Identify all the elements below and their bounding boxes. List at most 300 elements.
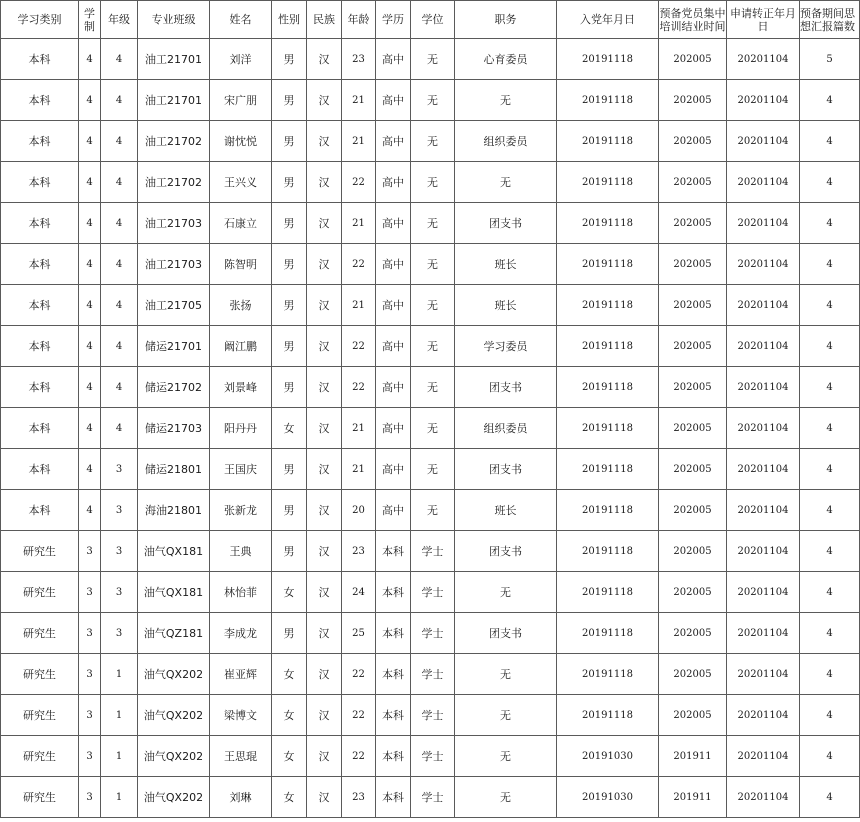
cell-report-count[interactable]: 5 [800,39,860,80]
cell-join-date[interactable]: 20191118 [557,408,659,449]
cell-gender[interactable]: 男 [272,449,307,490]
cell-class[interactable]: 油气QX202 [138,654,210,695]
cell-training-end[interactable]: 202005 [659,121,727,162]
cell-schooling-years[interactable]: 3 [79,736,101,777]
cell-name[interactable]: 李成龙 [210,613,272,654]
cell-education[interactable]: 高中 [376,449,411,490]
cell-age[interactable]: 25 [342,613,376,654]
cell-study-type[interactable]: 本科 [1,449,79,490]
cell-name[interactable]: 阚江鹏 [210,326,272,367]
cell-age[interactable]: 22 [342,244,376,285]
cell-education[interactable]: 高中 [376,490,411,531]
cell-regularization-date[interactable]: 20201104 [727,736,800,777]
cell-age[interactable]: 21 [342,203,376,244]
cell-degree[interactable]: 学士 [411,777,455,818]
cell-gender[interactable]: 男 [272,162,307,203]
cell-class[interactable]: 储运21703 [138,408,210,449]
cell-class[interactable]: 油气QX181 [138,572,210,613]
header-regularization-date[interactable]: 申请转正年月日 [727,1,800,39]
cell-gender[interactable]: 女 [272,408,307,449]
cell-degree[interactable]: 学士 [411,695,455,736]
cell-education[interactable]: 高中 [376,203,411,244]
cell-study-type[interactable]: 研究生 [1,654,79,695]
cell-study-type[interactable]: 研究生 [1,695,79,736]
cell-position[interactable]: 无 [455,654,557,695]
cell-class[interactable]: 油工21703 [138,203,210,244]
cell-grade[interactable]: 3 [101,613,138,654]
cell-position[interactable]: 无 [455,695,557,736]
cell-class[interactable]: 油工21702 [138,121,210,162]
cell-education[interactable]: 高中 [376,39,411,80]
cell-position[interactable]: 团支书 [455,613,557,654]
cell-position[interactable]: 班长 [455,490,557,531]
cell-age[interactable]: 23 [342,777,376,818]
cell-degree[interactable]: 无 [411,367,455,408]
cell-class[interactable]: 储运21701 [138,326,210,367]
cell-age[interactable]: 22 [342,736,376,777]
cell-regularization-date[interactable]: 20201104 [727,408,800,449]
cell-gender[interactable]: 男 [272,490,307,531]
cell-study-type[interactable]: 本科 [1,162,79,203]
cell-study-type[interactable]: 本科 [1,39,79,80]
cell-join-date[interactable]: 20191118 [557,449,659,490]
cell-class[interactable]: 油工21703 [138,244,210,285]
cell-class[interactable]: 油气QZ181 [138,613,210,654]
cell-class[interactable]: 海油21801 [138,490,210,531]
header-education[interactable]: 学历 [376,1,411,39]
cell-position[interactable]: 班长 [455,285,557,326]
cell-grade[interactable]: 1 [101,736,138,777]
cell-ethnicity[interactable]: 汉 [307,121,342,162]
cell-degree[interactable]: 学士 [411,613,455,654]
cell-join-date[interactable]: 20191118 [557,531,659,572]
cell-training-end[interactable]: 202005 [659,285,727,326]
cell-gender[interactable]: 女 [272,654,307,695]
cell-name[interactable]: 张扬 [210,285,272,326]
cell-ethnicity[interactable]: 汉 [307,39,342,80]
cell-ethnicity[interactable]: 汉 [307,572,342,613]
cell-class[interactable]: 油气QX181 [138,531,210,572]
cell-study-type[interactable]: 本科 [1,326,79,367]
cell-age[interactable]: 22 [342,162,376,203]
cell-report-count[interactable]: 4 [800,408,860,449]
cell-name[interactable]: 谢忱悦 [210,121,272,162]
header-ethnicity[interactable]: 民族 [307,1,342,39]
cell-ethnicity[interactable]: 汉 [307,449,342,490]
cell-report-count[interactable]: 4 [800,654,860,695]
cell-schooling-years[interactable]: 4 [79,244,101,285]
cell-schooling-years[interactable]: 4 [79,285,101,326]
cell-ethnicity[interactable]: 汉 [307,326,342,367]
header-training-end[interactable]: 预备党员集中培训结业时间 [659,1,727,39]
cell-gender[interactable]: 男 [272,367,307,408]
cell-training-end[interactable]: 202005 [659,80,727,121]
cell-report-count[interactable]: 4 [800,285,860,326]
cell-schooling-years[interactable]: 4 [79,162,101,203]
cell-grade[interactable]: 4 [101,39,138,80]
cell-report-count[interactable]: 4 [800,203,860,244]
cell-degree[interactable]: 无 [411,39,455,80]
cell-gender[interactable]: 男 [272,531,307,572]
cell-regularization-date[interactable]: 20201104 [727,531,800,572]
header-join-date[interactable]: 入党年月日 [557,1,659,39]
cell-schooling-years[interactable]: 4 [79,408,101,449]
cell-study-type[interactable]: 本科 [1,367,79,408]
cell-regularization-date[interactable]: 20201104 [727,39,800,80]
cell-position[interactable]: 组织委员 [455,121,557,162]
cell-study-type[interactable]: 研究生 [1,531,79,572]
cell-degree[interactable]: 无 [411,326,455,367]
cell-gender[interactable]: 女 [272,777,307,818]
cell-grade[interactable]: 3 [101,531,138,572]
header-age[interactable]: 年龄 [342,1,376,39]
cell-class[interactable]: 油气QX202 [138,736,210,777]
cell-education[interactable]: 本科 [376,531,411,572]
cell-name[interactable]: 梁博文 [210,695,272,736]
header-position[interactable]: 职务 [455,1,557,39]
cell-regularization-date[interactable]: 20201104 [727,80,800,121]
header-schooling-years[interactable]: 学制 [79,1,101,39]
cell-education[interactable]: 高中 [376,244,411,285]
cell-regularization-date[interactable]: 20201104 [727,777,800,818]
cell-class[interactable]: 油工21702 [138,162,210,203]
cell-degree[interactable]: 无 [411,203,455,244]
cell-ethnicity[interactable]: 汉 [307,367,342,408]
cell-grade[interactable]: 4 [101,203,138,244]
cell-join-date[interactable]: 20191118 [557,367,659,408]
cell-regularization-date[interactable]: 20201104 [727,285,800,326]
cell-gender[interactable]: 男 [272,285,307,326]
cell-regularization-date[interactable]: 20201104 [727,449,800,490]
cell-age[interactable]: 22 [342,695,376,736]
cell-age[interactable]: 20 [342,490,376,531]
cell-age[interactable]: 22 [342,367,376,408]
cell-degree[interactable]: 无 [411,408,455,449]
cell-position[interactable]: 无 [455,80,557,121]
cell-age[interactable]: 22 [342,654,376,695]
cell-training-end[interactable]: 202005 [659,572,727,613]
cell-training-end[interactable]: 202005 [659,203,727,244]
cell-join-date[interactable]: 20191118 [557,695,659,736]
cell-study-type[interactable]: 本科 [1,244,79,285]
cell-education[interactable]: 高中 [376,121,411,162]
cell-position[interactable]: 无 [455,572,557,613]
cell-ethnicity[interactable]: 汉 [307,736,342,777]
cell-name[interactable]: 刘琳 [210,777,272,818]
cell-degree[interactable]: 无 [411,80,455,121]
cell-gender[interactable]: 男 [272,39,307,80]
cell-grade[interactable]: 4 [101,244,138,285]
cell-position[interactable]: 无 [455,777,557,818]
header-report-count[interactable]: 预备期间思想汇报篇数 [800,1,860,39]
cell-ethnicity[interactable]: 汉 [307,244,342,285]
header-gender[interactable]: 性别 [272,1,307,39]
cell-report-count[interactable]: 4 [800,162,860,203]
cell-name[interactable]: 宋广朋 [210,80,272,121]
cell-join-date[interactable]: 20191118 [557,572,659,613]
cell-age[interactable]: 21 [342,449,376,490]
cell-training-end[interactable]: 202005 [659,695,727,736]
cell-schooling-years[interactable]: 4 [79,121,101,162]
cell-education[interactable]: 本科 [376,777,411,818]
header-study-type[interactable]: 学习类别 [1,1,79,39]
cell-ethnicity[interactable]: 汉 [307,408,342,449]
cell-age[interactable]: 21 [342,121,376,162]
cell-join-date[interactable]: 20191030 [557,736,659,777]
cell-join-date[interactable]: 20191118 [557,203,659,244]
cell-training-end[interactable]: 202005 [659,613,727,654]
cell-grade[interactable]: 4 [101,326,138,367]
cell-report-count[interactable]: 4 [800,613,860,654]
cell-training-end[interactable]: 202005 [659,449,727,490]
cell-position[interactable]: 团支书 [455,449,557,490]
cell-class[interactable]: 储运21801 [138,449,210,490]
cell-education[interactable]: 本科 [376,736,411,777]
cell-join-date[interactable]: 20191118 [557,326,659,367]
cell-name[interactable]: 王兴义 [210,162,272,203]
cell-degree[interactable]: 学士 [411,736,455,777]
cell-degree[interactable]: 无 [411,162,455,203]
cell-join-date[interactable]: 20191118 [557,39,659,80]
cell-grade[interactable]: 3 [101,572,138,613]
cell-schooling-years[interactable]: 4 [79,367,101,408]
cell-ethnicity[interactable]: 汉 [307,203,342,244]
cell-regularization-date[interactable]: 20201104 [727,490,800,531]
cell-ethnicity[interactable]: 汉 [307,285,342,326]
cell-schooling-years[interactable]: 4 [79,203,101,244]
cell-position[interactable]: 心育委员 [455,39,557,80]
cell-report-count[interactable]: 4 [800,121,860,162]
cell-schooling-years[interactable]: 3 [79,777,101,818]
cell-regularization-date[interactable]: 20201104 [727,326,800,367]
cell-class[interactable]: 油气QX202 [138,695,210,736]
cell-age[interactable]: 24 [342,572,376,613]
cell-regularization-date[interactable]: 20201104 [727,244,800,285]
cell-schooling-years[interactable]: 3 [79,613,101,654]
header-grade[interactable]: 年级 [101,1,138,39]
header-name[interactable]: 姓名 [210,1,272,39]
cell-ethnicity[interactable]: 汉 [307,80,342,121]
cell-training-end[interactable]: 202005 [659,531,727,572]
cell-name[interactable]: 陈智明 [210,244,272,285]
cell-report-count[interactable]: 4 [800,326,860,367]
cell-training-end[interactable]: 202005 [659,39,727,80]
cell-grade[interactable]: 4 [101,408,138,449]
cell-join-date[interactable]: 20191118 [557,613,659,654]
cell-join-date[interactable]: 20191118 [557,654,659,695]
cell-schooling-years[interactable]: 3 [79,654,101,695]
cell-study-type[interactable]: 本科 [1,80,79,121]
cell-gender[interactable]: 男 [272,80,307,121]
cell-education[interactable]: 高中 [376,326,411,367]
cell-degree[interactable]: 学士 [411,572,455,613]
cell-ethnicity[interactable]: 汉 [307,777,342,818]
cell-study-type[interactable]: 本科 [1,121,79,162]
cell-schooling-years[interactable]: 4 [79,326,101,367]
cell-ethnicity[interactable]: 汉 [307,654,342,695]
cell-report-count[interactable]: 4 [800,367,860,408]
cell-education[interactable]: 本科 [376,572,411,613]
cell-name[interactable]: 王国庆 [210,449,272,490]
cell-training-end[interactable]: 202005 [659,490,727,531]
header-degree[interactable]: 学位 [411,1,455,39]
cell-age[interactable]: 21 [342,285,376,326]
cell-study-type[interactable]: 本科 [1,408,79,449]
cell-study-type[interactable]: 本科 [1,490,79,531]
cell-education[interactable]: 高中 [376,408,411,449]
cell-training-end[interactable]: 202005 [659,408,727,449]
cell-report-count[interactable]: 4 [800,449,860,490]
cell-class[interactable]: 油工21705 [138,285,210,326]
cell-gender[interactable]: 女 [272,572,307,613]
cell-grade[interactable]: 1 [101,777,138,818]
cell-gender[interactable]: 男 [272,613,307,654]
cell-grade[interactable]: 4 [101,285,138,326]
cell-class[interactable]: 油工21701 [138,80,210,121]
cell-name[interactable]: 阳丹丹 [210,408,272,449]
cell-gender[interactable]: 男 [272,244,307,285]
cell-join-date[interactable]: 20191118 [557,121,659,162]
cell-schooling-years[interactable]: 4 [79,490,101,531]
cell-gender[interactable]: 男 [272,326,307,367]
cell-schooling-years[interactable]: 3 [79,572,101,613]
cell-regularization-date[interactable]: 20201104 [727,613,800,654]
cell-degree[interactable]: 无 [411,449,455,490]
cell-position[interactable]: 团支书 [455,367,557,408]
cell-study-type[interactable]: 本科 [1,285,79,326]
cell-join-date[interactable]: 20191118 [557,490,659,531]
cell-report-count[interactable]: 4 [800,531,860,572]
cell-join-date[interactable]: 20191118 [557,162,659,203]
cell-report-count[interactable]: 4 [800,736,860,777]
cell-name[interactable]: 林怡菲 [210,572,272,613]
cell-schooling-years[interactable]: 3 [79,531,101,572]
cell-gender[interactable]: 男 [272,203,307,244]
cell-grade[interactable]: 4 [101,121,138,162]
cell-degree[interactable]: 学士 [411,654,455,695]
cell-education[interactable]: 高中 [376,80,411,121]
cell-education[interactable]: 本科 [376,695,411,736]
cell-report-count[interactable]: 4 [800,777,860,818]
cell-regularization-date[interactable]: 20201104 [727,121,800,162]
cell-regularization-date[interactable]: 20201104 [727,203,800,244]
cell-regularization-date[interactable]: 20201104 [727,367,800,408]
cell-study-type[interactable]: 研究生 [1,572,79,613]
cell-class[interactable]: 储运21702 [138,367,210,408]
cell-schooling-years[interactable]: 4 [79,80,101,121]
cell-name[interactable]: 王典 [210,531,272,572]
cell-regularization-date[interactable]: 20201104 [727,654,800,695]
cell-name[interactable]: 刘景峰 [210,367,272,408]
cell-training-end[interactable]: 201911 [659,777,727,818]
cell-education[interactable]: 本科 [376,654,411,695]
cell-regularization-date[interactable]: 20201104 [727,572,800,613]
cell-ethnicity[interactable]: 汉 [307,162,342,203]
cell-name[interactable]: 石康立 [210,203,272,244]
cell-name[interactable]: 刘洋 [210,39,272,80]
cell-grade[interactable]: 3 [101,449,138,490]
cell-join-date[interactable]: 20191030 [557,777,659,818]
cell-degree[interactable]: 无 [411,285,455,326]
cell-position[interactable]: 团支书 [455,531,557,572]
cell-position[interactable]: 班长 [455,244,557,285]
cell-training-end[interactable]: 202005 [659,654,727,695]
cell-degree[interactable]: 无 [411,244,455,285]
cell-position[interactable]: 组织委员 [455,408,557,449]
cell-grade[interactable]: 1 [101,695,138,736]
cell-degree[interactable]: 学士 [411,531,455,572]
cell-name[interactable]: 王思琨 [210,736,272,777]
cell-ethnicity[interactable]: 汉 [307,531,342,572]
cell-class[interactable]: 油气QX202 [138,777,210,818]
header-class[interactable]: 专业班级 [138,1,210,39]
cell-join-date[interactable]: 20191118 [557,80,659,121]
cell-training-end[interactable]: 202005 [659,244,727,285]
cell-gender[interactable]: 女 [272,695,307,736]
cell-degree[interactable]: 无 [411,490,455,531]
cell-report-count[interactable]: 4 [800,695,860,736]
cell-position[interactable]: 学习委员 [455,326,557,367]
cell-schooling-years[interactable]: 4 [79,39,101,80]
cell-age[interactable]: 22 [342,326,376,367]
cell-grade[interactable]: 1 [101,654,138,695]
cell-class[interactable]: 油工21701 [138,39,210,80]
cell-schooling-years[interactable]: 3 [79,695,101,736]
cell-name[interactable]: 崔亚辉 [210,654,272,695]
cell-position[interactable]: 无 [455,736,557,777]
cell-gender[interactable]: 男 [272,121,307,162]
cell-education[interactable]: 本科 [376,613,411,654]
cell-position[interactable]: 无 [455,162,557,203]
cell-age[interactable]: 21 [342,408,376,449]
cell-report-count[interactable]: 4 [800,572,860,613]
cell-training-end[interactable]: 202005 [659,162,727,203]
cell-ethnicity[interactable]: 汉 [307,490,342,531]
cell-education[interactable]: 高中 [376,162,411,203]
cell-position[interactable]: 团支书 [455,203,557,244]
cell-join-date[interactable]: 20191118 [557,244,659,285]
cell-age[interactable]: 23 [342,531,376,572]
cell-age[interactable]: 21 [342,80,376,121]
cell-report-count[interactable]: 4 [800,80,860,121]
cell-grade[interactable]: 4 [101,80,138,121]
cell-schooling-years[interactable]: 4 [79,449,101,490]
cell-study-type[interactable]: 研究生 [1,613,79,654]
cell-training-end[interactable]: 202005 [659,326,727,367]
cell-ethnicity[interactable]: 汉 [307,695,342,736]
cell-grade[interactable]: 3 [101,490,138,531]
cell-report-count[interactable]: 4 [800,244,860,285]
cell-join-date[interactable]: 20191118 [557,285,659,326]
cell-report-count[interactable]: 4 [800,490,860,531]
cell-training-end[interactable]: 202005 [659,367,727,408]
cell-study-type[interactable]: 研究生 [1,736,79,777]
cell-regularization-date[interactable]: 20201104 [727,695,800,736]
cell-study-type[interactable]: 研究生 [1,777,79,818]
cell-education[interactable]: 高中 [376,367,411,408]
cell-grade[interactable]: 4 [101,367,138,408]
cell-training-end[interactable]: 201911 [659,736,727,777]
cell-name[interactable]: 张新龙 [210,490,272,531]
cell-education[interactable]: 高中 [376,285,411,326]
cell-degree[interactable]: 无 [411,121,455,162]
cell-grade[interactable]: 4 [101,162,138,203]
cell-study-type[interactable]: 本科 [1,203,79,244]
cell-age[interactable]: 23 [342,39,376,80]
cell-ethnicity[interactable]: 汉 [307,613,342,654]
cell-gender[interactable]: 女 [272,736,307,777]
cell-regularization-date[interactable]: 20201104 [727,162,800,203]
